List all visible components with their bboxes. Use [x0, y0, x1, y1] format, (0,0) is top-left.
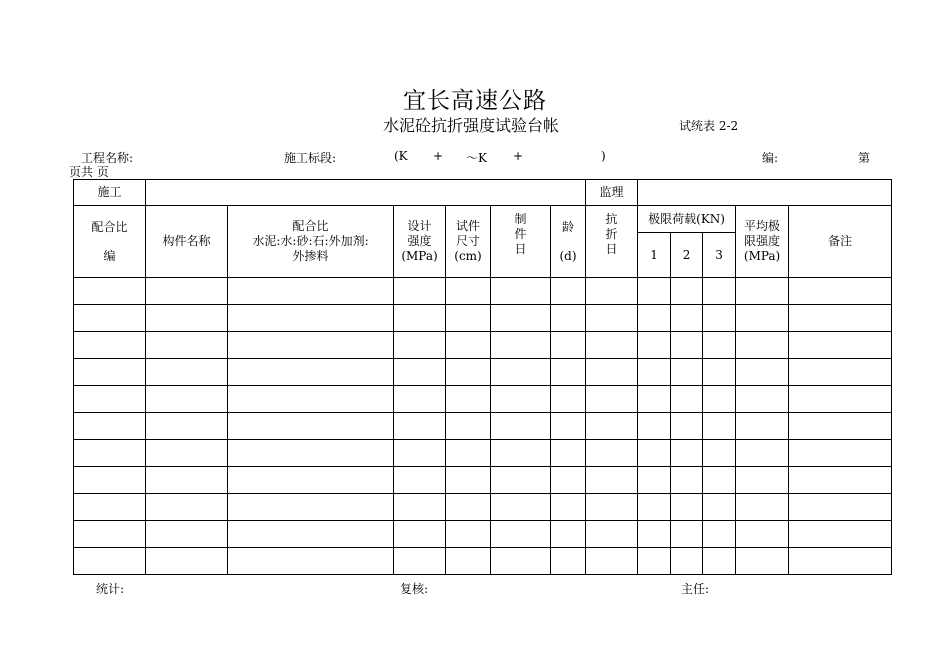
casting-date-header: 制 件 日	[491, 206, 551, 278]
table-row	[74, 521, 892, 548]
table-cell	[551, 359, 586, 386]
table-row	[74, 332, 892, 359]
table-cell	[789, 494, 892, 521]
table-cell	[551, 332, 586, 359]
table-cell	[146, 359, 228, 386]
table-cell	[586, 359, 638, 386]
load-3-header: 3	[703, 233, 736, 278]
project-name-label: 工程名称:	[81, 151, 134, 165]
table-cell	[491, 332, 551, 359]
table-cell	[586, 332, 638, 359]
supervision-field	[638, 180, 892, 206]
table-cell	[146, 386, 228, 413]
table-cell	[491, 359, 551, 386]
table-cell	[736, 440, 789, 467]
table-cell	[74, 386, 146, 413]
table-cell	[703, 521, 736, 548]
table-cell	[446, 467, 491, 494]
table-cell	[638, 359, 671, 386]
table-cell	[789, 386, 892, 413]
table-cell	[638, 521, 671, 548]
table-row	[74, 305, 892, 332]
table-cell	[491, 467, 551, 494]
table-cell	[586, 386, 638, 413]
table-cell	[789, 467, 892, 494]
table-cell	[146, 440, 228, 467]
table-cell	[586, 548, 638, 575]
editor-label: 编:	[762, 151, 779, 165]
table-row	[74, 440, 892, 467]
table-cell	[703, 440, 736, 467]
table-cell	[789, 413, 892, 440]
table-cell	[703, 413, 736, 440]
table-cell	[736, 494, 789, 521]
table-cell	[74, 494, 146, 521]
supervision-label: 监理	[586, 180, 638, 206]
page-di-label: 第	[858, 151, 871, 165]
table-cell	[551, 278, 586, 305]
flexural-strength-table	[73, 179, 892, 575]
table-row	[74, 494, 892, 521]
table-cell	[446, 386, 491, 413]
table-cell	[491, 494, 551, 521]
table-cell	[491, 305, 551, 332]
table-cell	[586, 413, 638, 440]
table-cell	[146, 332, 228, 359]
table-cell	[146, 521, 228, 548]
construction-label: 施工	[74, 180, 146, 206]
table-cell	[789, 305, 892, 332]
table-cell	[703, 467, 736, 494]
table-cell	[394, 521, 446, 548]
table-cell	[446, 305, 491, 332]
table-cell	[551, 386, 586, 413]
table-cell	[228, 278, 394, 305]
table-cell	[228, 494, 394, 521]
table-cell	[638, 305, 671, 332]
table-cell	[551, 521, 586, 548]
table-cell	[703, 359, 736, 386]
table-cell	[228, 521, 394, 548]
table-cell	[671, 467, 703, 494]
table-cell	[74, 332, 146, 359]
table-cell	[446, 521, 491, 548]
table-cell	[551, 305, 586, 332]
average-strength-header: 平均极 限强度 (MPa)	[736, 206, 789, 278]
table-cell	[146, 548, 228, 575]
table-cell	[703, 278, 736, 305]
table-cell	[671, 521, 703, 548]
component-name-header: 构件名称	[146, 206, 228, 278]
table-cell	[736, 521, 789, 548]
table-cell	[394, 386, 446, 413]
table-cell	[74, 440, 146, 467]
table-cell	[551, 440, 586, 467]
section-label: 施工标段:	[284, 151, 337, 165]
table-cell	[146, 467, 228, 494]
table-cell	[586, 521, 638, 548]
table-cell	[736, 278, 789, 305]
table-cell	[446, 332, 491, 359]
page-count-label: 页共 页	[69, 165, 109, 179]
table-cell	[74, 467, 146, 494]
table-cell	[789, 332, 892, 359]
form-number: 试统表 2-2	[679, 119, 739, 133]
design-strength-header: 设计 强度 (MPa)	[394, 206, 446, 278]
table-cell	[671, 494, 703, 521]
table-cell	[586, 467, 638, 494]
table-cell	[446, 440, 491, 467]
table-cell	[446, 494, 491, 521]
form-subtitle: 水泥砼抗折强度试验台帐	[383, 116, 560, 135]
table-cell	[638, 548, 671, 575]
table-cell	[736, 413, 789, 440]
table-cell	[394, 548, 446, 575]
table-cell	[586, 440, 638, 467]
table-cell	[789, 521, 892, 548]
table-cell	[394, 440, 446, 467]
table-cell	[736, 332, 789, 359]
table-row	[74, 278, 892, 305]
age-header: 龄 (d)	[551, 206, 586, 278]
table-cell	[491, 386, 551, 413]
table-cell	[638, 413, 671, 440]
table-cell	[671, 332, 703, 359]
table-cell	[638, 440, 671, 467]
table-cell	[394, 305, 446, 332]
mix-ratio-header: 配合比 水泥:水:砂:石:外加剂: 外掺料	[228, 206, 394, 278]
table-cell	[74, 521, 146, 548]
table-cell	[638, 332, 671, 359]
table-cell	[446, 413, 491, 440]
construction-field	[146, 180, 586, 206]
table-cell	[74, 548, 146, 575]
table-cell	[491, 413, 551, 440]
table-cell	[736, 386, 789, 413]
table-cell	[551, 548, 586, 575]
table-cell	[446, 548, 491, 575]
table-cell	[789, 548, 892, 575]
table-cell	[736, 548, 789, 575]
table-cell	[491, 548, 551, 575]
table-cell	[671, 386, 703, 413]
table-cell	[228, 440, 394, 467]
table-cell	[146, 305, 228, 332]
director-label: 主任:	[681, 582, 710, 596]
table-cell	[671, 305, 703, 332]
table-cell	[671, 278, 703, 305]
table-cell	[586, 305, 638, 332]
table-row	[74, 386, 892, 413]
table-row	[74, 359, 892, 386]
table-cell	[703, 548, 736, 575]
range-open: (K	[394, 149, 408, 163]
table-cell	[703, 305, 736, 332]
table-cell	[671, 440, 703, 467]
remarks-header: 备注	[789, 206, 892, 278]
table-row	[74, 548, 892, 575]
table-cell	[228, 386, 394, 413]
mix-number-header: 配合比 编	[74, 206, 146, 278]
table-cell	[736, 305, 789, 332]
ultimate-load-header: 极限荷载(KN)	[638, 206, 736, 233]
table-cell	[446, 359, 491, 386]
table-cell	[394, 332, 446, 359]
header-row-1	[74, 206, 892, 233]
table-cell	[736, 359, 789, 386]
table-cell	[491, 278, 551, 305]
review-label: 复核:	[400, 582, 429, 596]
table-cell	[551, 413, 586, 440]
table-cell	[74, 413, 146, 440]
table-cell	[551, 467, 586, 494]
load-2-header: 2	[671, 233, 703, 278]
table-cell	[586, 494, 638, 521]
table-cell	[394, 413, 446, 440]
table-cell	[394, 359, 446, 386]
table-cell	[586, 278, 638, 305]
table-cell	[394, 278, 446, 305]
table-cell	[228, 332, 394, 359]
table-cell	[228, 359, 394, 386]
table-cell	[703, 332, 736, 359]
table-cell	[703, 386, 736, 413]
table-cell	[736, 467, 789, 494]
table-cell	[491, 440, 551, 467]
range-close: )	[601, 149, 606, 163]
table-cell	[146, 494, 228, 521]
range-tilde-k: ～K	[466, 151, 487, 165]
table-cell	[551, 494, 586, 521]
range-plus-1: +	[433, 149, 444, 163]
table-cell	[74, 305, 146, 332]
table-cell	[703, 494, 736, 521]
table-cell	[228, 305, 394, 332]
test-date-header: 抗 折 日	[586, 206, 638, 278]
table-cell	[394, 494, 446, 521]
table-cell	[446, 278, 491, 305]
table-cell	[638, 386, 671, 413]
stats-label: 统计:	[96, 582, 125, 596]
table-cell	[491, 521, 551, 548]
table-cell	[638, 278, 671, 305]
table-cell	[638, 467, 671, 494]
table-cell	[74, 278, 146, 305]
specimen-size-header: 试件 尺寸 (cm)	[446, 206, 491, 278]
table-cell	[789, 278, 892, 305]
table-cell	[74, 359, 146, 386]
page-title: 宜长高速公路	[403, 88, 547, 114]
table-cell	[671, 413, 703, 440]
table-cell	[146, 278, 228, 305]
table-cell	[789, 440, 892, 467]
table-cell	[228, 413, 394, 440]
table-cell	[394, 467, 446, 494]
table-row	[74, 467, 892, 494]
table-row	[74, 413, 892, 440]
table-cell	[146, 413, 228, 440]
table-cell	[789, 359, 892, 386]
signature-row	[74, 180, 892, 206]
load-1-header: 1	[638, 233, 671, 278]
table-cell	[671, 548, 703, 575]
range-plus-2: +	[513, 149, 524, 163]
table-cell	[638, 494, 671, 521]
table-cell	[228, 548, 394, 575]
table-cell	[671, 359, 703, 386]
table-cell	[228, 467, 394, 494]
